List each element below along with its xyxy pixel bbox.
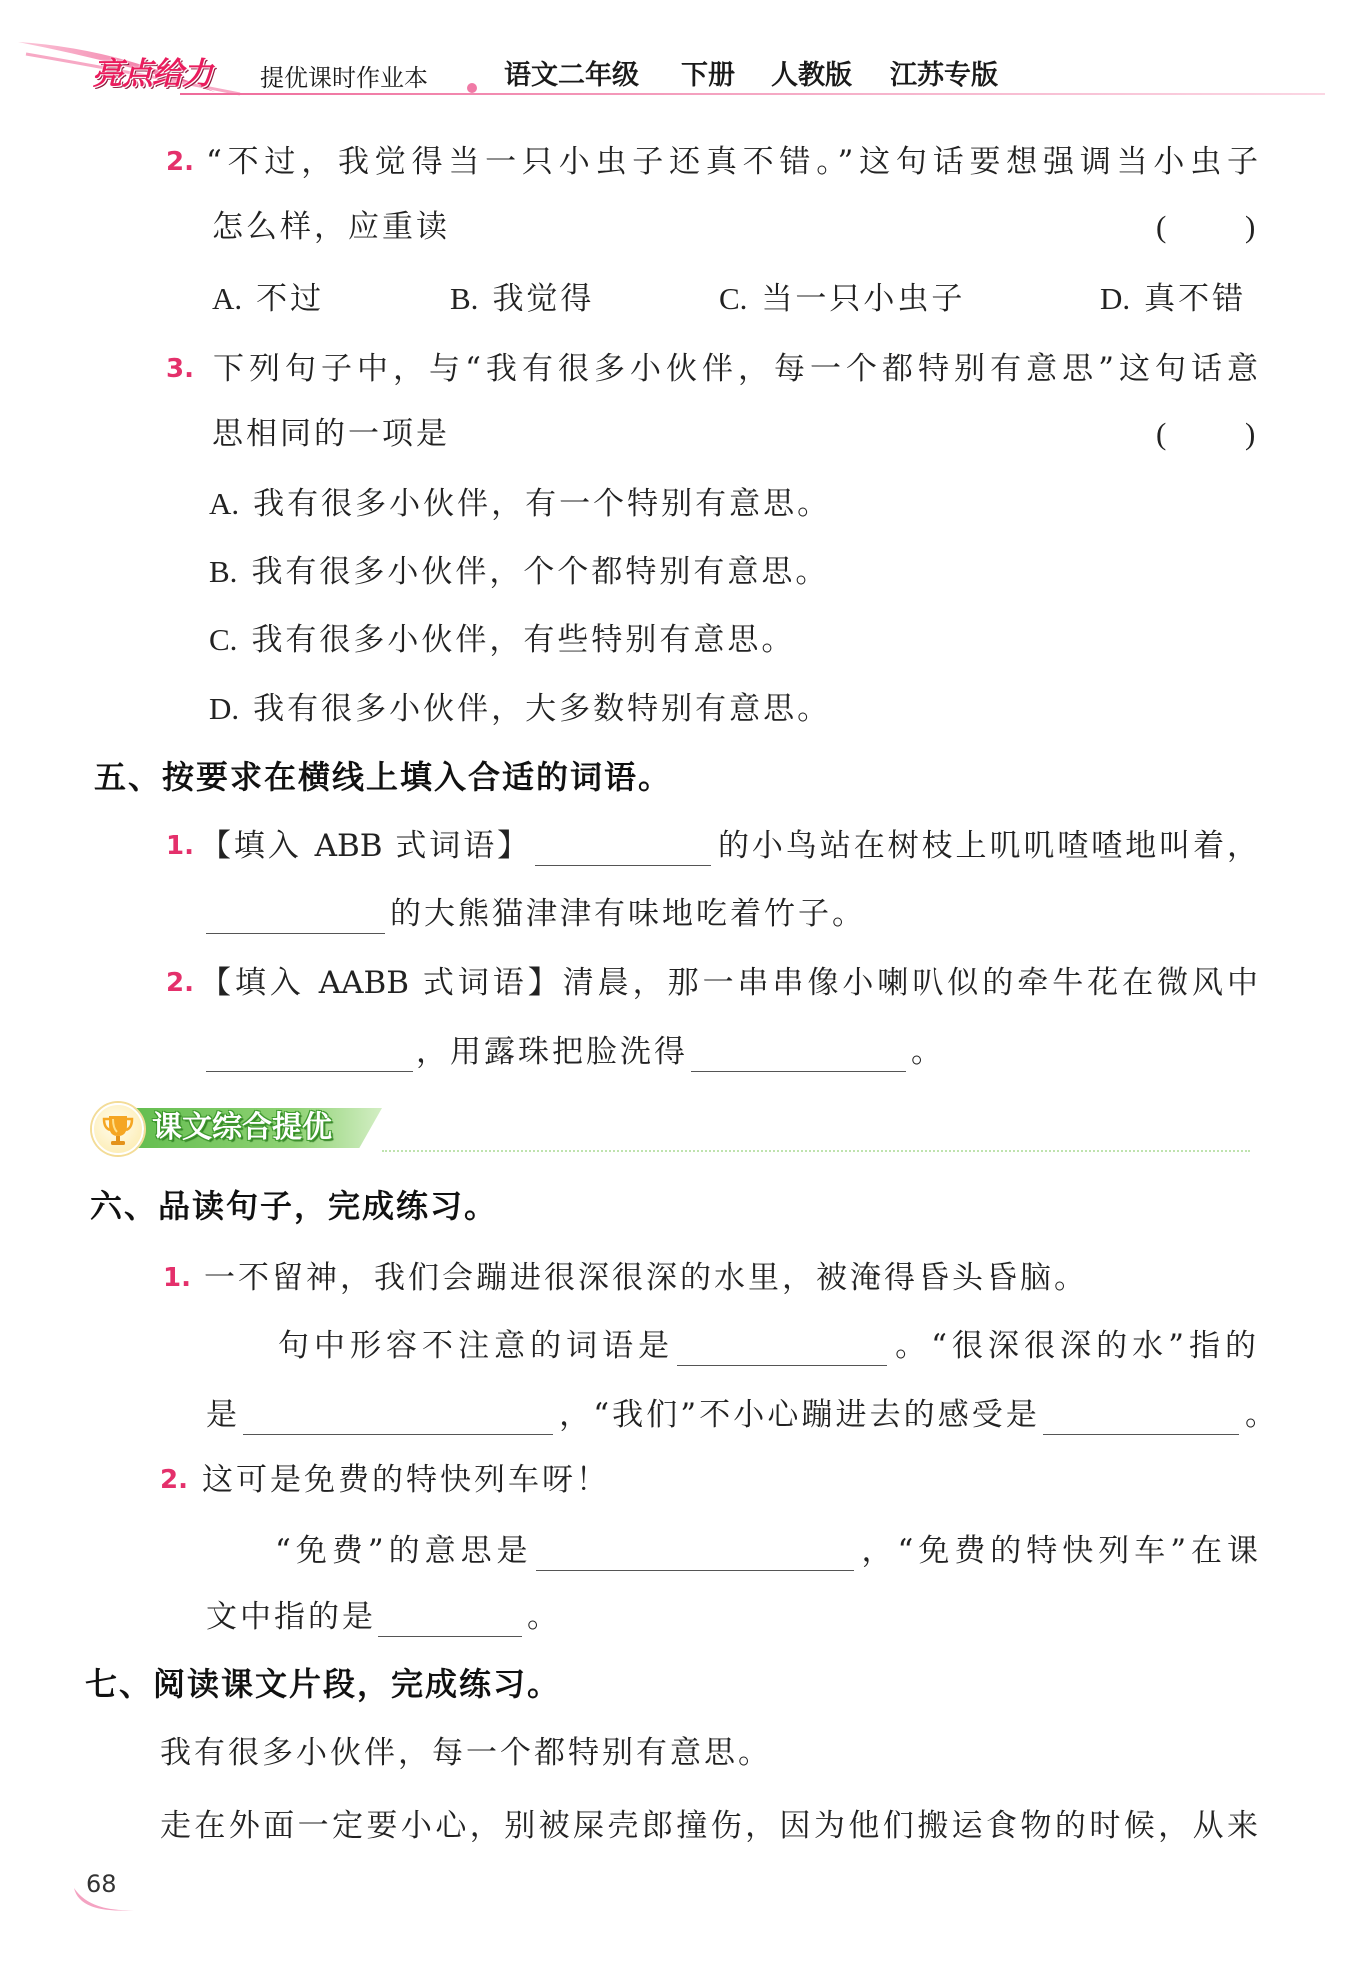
option-label: B.: [209, 554, 238, 589]
subject-grade: 语文二年级: [504, 60, 639, 91]
question-text: ，“我们”不小心蹦进去的感受是: [556, 1397, 1040, 1433]
question-text: 清晨，那一串串像小喇叭似的牵牛花在微风中: [562, 965, 1259, 1001]
option-text: 真不错: [1144, 281, 1247, 317]
answer-blank: [378, 1634, 522, 1637]
question-number: 2.: [160, 1465, 188, 1495]
trophy-icon: [94, 1105, 142, 1153]
option-label: C.: [719, 281, 748, 316]
question-text: 的小鸟站在树枝上叽叽喳喳地叫着，: [715, 828, 1259, 864]
question-text: 是: [206, 1397, 241, 1433]
option-text: 我有很多小伙伴，大多数特别有意思。: [253, 691, 832, 727]
volume: 下册: [681, 60, 735, 91]
question-text: 。“很深很深的水”指的: [890, 1328, 1257, 1364]
question-text: 。: [911, 1034, 945, 1070]
option-c: [719, 279, 965, 319]
question-number: 2.: [166, 968, 194, 998]
brand-logo: 亮点给力: [92, 56, 212, 92]
question-3-line-1: 下列句子中，与“我有很多小伙伴，每一个都特别有意思”这句话意: [213, 351, 1258, 387]
reading-question-2-line-1: [275, 1531, 1258, 1571]
passage-paragraph-2: 走在外面一定要小心，别被屎壳郎撞伤，因为他们搬运食物的时候，从来: [160, 1808, 1258, 1844]
question-text: 。: [1241, 1397, 1277, 1433]
answer-blank: [691, 1069, 906, 1072]
page-number: 68: [86, 1870, 117, 1898]
reading-sentence-2: 这可是免费的特快列车呀！: [202, 1462, 610, 1498]
reading-sentence-1: 一不留神，我们会蹦进很深很深的水里，被淹得昏头昏脑。: [204, 1260, 1088, 1296]
trophy-badge: [92, 1103, 144, 1155]
answer-blank: [1043, 1432, 1239, 1435]
question-tag: 【填入 AABB 式词语】: [200, 965, 563, 1001]
question-number: 3.: [166, 354, 194, 384]
option-text: 我有很多小伙伴，有些特别有意思。: [251, 622, 796, 658]
answer-paren-close: ): [1245, 209, 1256, 244]
question-text: ，“免费的特快列车”在课: [856, 1533, 1258, 1569]
edition: 人教版: [771, 60, 852, 91]
option-b: [209, 552, 829, 592]
option-text: 我觉得: [492, 281, 595, 317]
option-text: 我有很多小伙伴，有一个特别有意思。: [253, 486, 832, 522]
question-text: 文中指的是: [206, 1599, 376, 1635]
answer-paren-open: (: [1156, 416, 1167, 451]
question-text: “免费”的意思是: [275, 1533, 533, 1569]
reading-question-1-line-1: [278, 1326, 1256, 1366]
option-a: [209, 484, 831, 524]
option-text: 不过: [256, 281, 325, 317]
option-label: D.: [209, 691, 240, 726]
option-b: [450, 279, 594, 319]
passage-paragraph-1: 我有很多小伙伴，每一个都特别有意思。: [160, 1735, 772, 1771]
option-d: [1100, 279, 1246, 319]
section-heading: 五、按要求在横线上填入合适的词语。: [94, 758, 673, 796]
banner-dotted-divider: [382, 1150, 1250, 1152]
answer-blank: [536, 1568, 854, 1571]
fill-question-2-line-1: [200, 963, 1258, 1003]
option-text: 当一只小虫子: [761, 281, 966, 317]
option-a: [212, 279, 324, 319]
option-c: [209, 620, 795, 660]
option-label: D.: [1100, 281, 1131, 316]
header-dot-icon: [467, 83, 477, 93]
reading-question-1-line-2: [206, 1395, 1276, 1435]
answer-paren-close: ): [1245, 416, 1256, 451]
question-text: 。: [527, 1599, 561, 1635]
question-text: 的大熊猫津津有味地吃着竹子。: [390, 896, 866, 932]
answer-blank: [206, 1069, 413, 1072]
question-2-line-2: 怎么样，应重读: [212, 209, 450, 245]
question-text: 句中形容不注意的词语是: [278, 1328, 675, 1364]
answer-blank: [243, 1432, 553, 1435]
answer-blank: [206, 931, 385, 934]
question-2-line-1: “不过，我觉得当一只小虫子还真不错。”这句话要想强调当小虫子: [206, 144, 1258, 180]
fill-question-2-line-2: [206, 1032, 945, 1072]
option-label: C.: [209, 622, 238, 657]
question-number: 1.: [163, 1263, 191, 1293]
option-label: A.: [212, 281, 243, 316]
option-d: [209, 689, 831, 729]
option-label: A.: [209, 486, 240, 521]
question-number: 2.: [166, 147, 194, 177]
fill-question-1-line-1: [200, 826, 1258, 866]
section-heading: 六、品读句子，完成练习。: [90, 1187, 499, 1225]
question-number: 1.: [166, 831, 194, 861]
fill-question-1-line-2: [206, 894, 866, 934]
question-tag: 【填入 ABB 式词语】: [200, 828, 532, 864]
section-banner-title: 课文综合提优: [152, 1110, 332, 1145]
option-text: 我有很多小伙伴，个个都特别有意思。: [251, 554, 830, 590]
answer-blank: [535, 863, 711, 866]
reading-question-2-line-2: [206, 1597, 561, 1637]
region-edition: 江苏专版: [890, 60, 998, 91]
answer-blank: [677, 1363, 887, 1366]
question-text: ，用露珠把脸洗得: [416, 1034, 688, 1070]
answer-paren-open: (: [1156, 209, 1167, 244]
section-heading: 七、阅读课文片段，完成练习。: [85, 1665, 562, 1703]
option-label: B.: [450, 281, 479, 316]
question-3-line-2: 思相同的一项是: [212, 416, 450, 452]
series-title: 提优课时作业本: [260, 64, 428, 92]
